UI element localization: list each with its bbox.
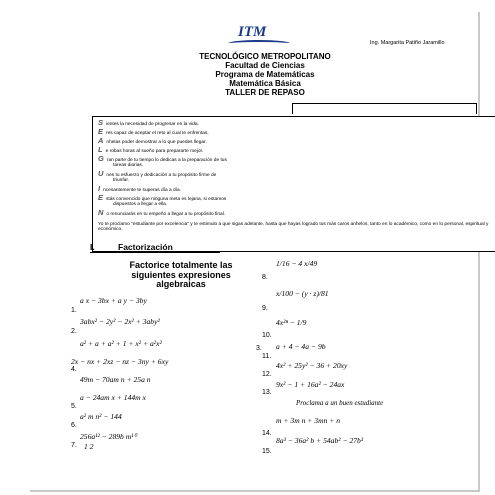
institution-name: TECNOLÓGICO METROPOLITANO (199, 52, 331, 61)
exercise-expression: a x − 3bx + a y − 3by (80, 296, 147, 305)
exercise-expression: a + 4 − 4a − 9b (276, 342, 326, 351)
exercise-number: 1. (71, 307, 77, 314)
exercise-expression: 1 2 (84, 442, 94, 451)
section-number: I. (90, 242, 95, 252)
exercise-number: 10. (262, 332, 272, 339)
exercise-number: 3. (256, 345, 262, 352)
exercise-number: 15. (262, 448, 272, 455)
exercise-number: 8. (262, 274, 268, 281)
acrostic-line: tareas diarias. (113, 163, 144, 168)
faculty-name: Facultad de Ciencias (225, 61, 305, 70)
instructions-title: Factorice totalmente las siguientes expresiones algebraicas (129, 260, 233, 289)
itm-logo: ITM (238, 24, 267, 40)
exercise-expression: m + 3m n + 3mn + n (276, 416, 341, 425)
exercise-number: 13. (262, 389, 272, 396)
acrostic-line: Le robas horas al sueño para prepararte mejor. (98, 145, 204, 154)
worksheet-page (30, 12, 489, 492)
acrostic-closing: Yo te proclamo "estudiante por excelencia" y te estimulo a que sigas adelante, hasta que hayas logrado tus más caros anhelos, tanto en lo académico, como en lo personal, espiritual y económico. (98, 222, 489, 233)
exercise-expression: a² + a + a² + 1 + x² + a²x² (80, 339, 162, 348)
exercise-expression: 2x − nx + 2xz − nz − 3ny + 6xy (71, 357, 169, 366)
note-text: Proclama a un buen estudiante (296, 399, 384, 407)
acrostic-line: No renunciarás en tu empeño a llegar a tu propósito final. (98, 208, 226, 217)
exercise-expression: 1/16 − 4 x/49 (276, 259, 318, 268)
exercise-number: 14. (262, 430, 272, 437)
exercise-expression: 4x² + 25y² − 36 + 20xy (276, 361, 348, 370)
exercise-number: 6. (71, 422, 77, 429)
exercise-expression: 3abx² − 2y² − 2x² + 3aby² (80, 317, 160, 326)
exercise-expression: 9x² − 1 + 16a² − 24ax (276, 380, 345, 389)
exercise-expression: 4x²ⁿ − 1/9 (276, 318, 307, 327)
section-underline (90, 252, 220, 253)
logo-swoosh-icon (228, 40, 290, 47)
exercise-expression: 256a¹² − 289b m¹⁰ (80, 432, 137, 441)
exercise-number: 2. (71, 328, 77, 335)
exercise-expression: x/100 − (y · z)/81 (276, 289, 329, 298)
acrostic-line: Unes tu esfuerzo y dedicación a tu propósito firme de (98, 169, 217, 178)
exercise-expression: 8a³ − 36a² b + 54ab² − 27b³ (276, 436, 364, 445)
acrostic-box (92, 116, 495, 252)
exercise-expression: 49m − 70am n + 25a n (80, 375, 151, 384)
acrostic-line: dispuestos a llegar a ella. (113, 202, 168, 207)
course-name: Matemática Básica (229, 79, 301, 88)
program-name: Programa de Matemáticas (215, 70, 315, 79)
author-name: Ing. Margarita Patiño Jaramillo (370, 40, 445, 46)
name-field-box (292, 103, 477, 114)
acrostic-line: Estás convencido que ninguna meta es lejana, si estamos (98, 193, 227, 202)
acrostic-line: Eres capaz de aceptar el reto al cual te enfrentas. (98, 127, 209, 136)
acrostic-line: Sientes la necesidad de progresar en la vida. (98, 118, 199, 127)
exercise-number: 5. (71, 403, 77, 410)
acrostic-line: Incesantemente te superas día a día. (98, 184, 181, 193)
worksheet-title: TALLER DE REPASO (225, 88, 305, 97)
exercise-number: 12. (262, 371, 272, 378)
exercise-number: 11. (262, 353, 272, 360)
exercise-number: 7. (71, 442, 77, 449)
exercise-expression: a² m n² − 144 (80, 412, 122, 421)
section-title: Factorización (118, 242, 173, 252)
acrostic-line: Gran parte de tu tiempo lo dedicas a la preparación de tus (98, 154, 227, 163)
exercise-expression: a − 24am x + 144m x (80, 393, 146, 402)
exercise-number: 9. (262, 305, 268, 312)
acrostic-line: triunfar. (113, 178, 129, 183)
acrostic-line: Anhelas poder demostrar a lo que puedes llegar. (98, 136, 207, 145)
exercise-number: 4. (71, 366, 77, 373)
